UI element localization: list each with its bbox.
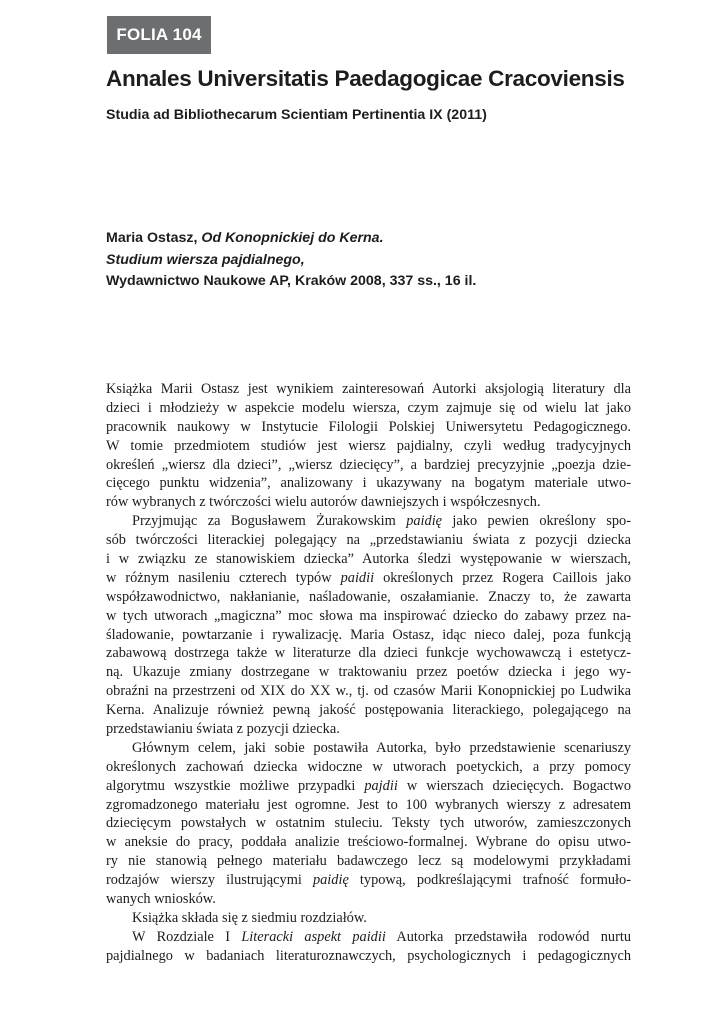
body-text-line: [106, 399, 631, 418]
text-run: cięcego punktu widzenia”, analizowany i ukazywany na bogatym materiale utwo-: [106, 475, 631, 492]
text-run: Kerna. Analizuje również pewną jakość postępowania literackiego, polegającego na: [106, 702, 631, 719]
text-run: Głównym celem, jaki sobie postawiła Autorka, było przedstawienie scenariuszy: [132, 739, 631, 756]
text-run: W Rozdziale I: [132, 928, 242, 945]
body-text-line: [106, 758, 631, 777]
body-text-line: [106, 531, 631, 550]
text-run: śladowanie, powtarzanie i rywalizację. Maria Ostasz, idąc nieco dalej, poza funkcją: [106, 626, 631, 643]
italic-term: Literacki aspekt paidii: [241, 928, 386, 945]
text-run: jako pewien określony spo-: [442, 513, 631, 530]
journal-title: Annales Universitatis Paedagogicae Cracoviensis: [106, 66, 625, 91]
body-text-line: [106, 833, 631, 852]
text-run: pracownik naukowy w Instytucie Filologii Polskiej Uniwersytetu Pedagogicznego.: [106, 418, 631, 435]
review-publication: Wydawnictwo Naukowe AP, Kraków 2008, 337 ss., 16 il.: [106, 273, 477, 289]
body-text-line: [106, 739, 631, 758]
body-text-line: [106, 626, 631, 645]
body-text-line: [106, 814, 631, 833]
text-run: współzawodnictwo, nakłanianie, naśladowanie, oszałamianie. Znaczy to, że zawarta: [106, 588, 631, 605]
body-text-line: [106, 701, 631, 720]
journal-subtitle: Studia ad Bibliothecarum Scientiam Pertinentia IX (2011): [106, 107, 487, 123]
text-run: ry nie stanowią pełnego materiału badawczego lecz są modelowymi przykładami: [106, 853, 631, 870]
body-text-line: [106, 852, 631, 871]
body-text-line: [106, 588, 631, 607]
body-text-line: [106, 928, 631, 947]
text-run: pajdialnego w badaniach literaturoznawczych, psychologicznych i pedagogicznych: [106, 947, 631, 964]
text-run: przedstawianiu świata z pozycji dziecka.: [106, 721, 340, 738]
text-run: typową, podkreślającymi trafność formuło-: [348, 872, 631, 889]
italic-term: paidii: [340, 569, 375, 586]
review-header-line-1: [106, 228, 476, 250]
body-text-line: [106, 380, 631, 399]
body-text-line: [106, 456, 631, 475]
review-title-part2: Studium wiersza pajdialnego,: [106, 251, 305, 268]
italic-term: pajdii: [364, 777, 398, 794]
text-run: w tych utworach „magiczna” moc słowa ma inspirować dziecko do zabawy przez na-: [106, 607, 631, 624]
text-run: określonych przez Rogera Caillois jako: [374, 569, 631, 586]
text-run: dziecięcym powstałych w ostatnim stuleciu. Teksty tych utworów, zamieszczonych: [106, 815, 631, 832]
text-run: określeń „wiersz dla dzieci”, „wiersz dziecięcy”, a bardziej precyzyjnie „poezja dzie-: [106, 456, 631, 473]
body-text-line: [106, 512, 631, 531]
body-text-line: [106, 418, 631, 437]
text-run: ną. Ukazuje zmiany dostrzegane w traktowaniu przez poetów dziecka i jego wy-: [106, 664, 631, 681]
text-run: Przyjmując za Bogusławem Żurakowskim: [132, 513, 407, 530]
body-text-line: [106, 777, 631, 796]
text-run: W tomie przedmiotem studiów jest wiersz pajdialny, czyli według tradycyjnych: [106, 437, 631, 454]
review-body-text: [106, 380, 631, 966]
body-text-line: [106, 890, 631, 909]
body-text-line: [106, 796, 631, 815]
text-run: wanych wniosków.: [106, 891, 216, 908]
body-text-line: [106, 437, 631, 456]
body-text-line: [106, 550, 631, 569]
text-run: zgromadzonego materiału jest ogromne. Jest to 100 wybranych wierszy z adresatem: [106, 796, 631, 813]
text-run: rodzajów wierszy ilustrującymi: [106, 872, 313, 889]
body-text-line: [106, 947, 631, 966]
text-run: rów wybranych z twórczości wielu autorów dawniejszych i współczesnych.: [106, 494, 541, 511]
body-text-line: [106, 474, 631, 493]
body-text-line: [106, 569, 631, 588]
body-text-line: [106, 720, 631, 739]
body-text-line: [106, 871, 631, 890]
text-run: i w związku ze stanowiskiem dziecka” Autorka śledzi występowanie w wierszach,: [106, 551, 631, 568]
italic-term: paidię: [406, 513, 443, 530]
body-text-line: [106, 682, 631, 701]
text-run: Autorka przedstawiła rodowód nurtu: [385, 928, 631, 945]
text-run: w różnym nasileniu czterech typów: [106, 569, 341, 586]
review-header: [106, 228, 476, 293]
body-text-line: [106, 607, 631, 626]
body-text-line: [106, 663, 631, 682]
text-run: obraźni na przestrzeni od XIX do XX w., tj. od czasów Marii Konopnickiej po Ludwika: [106, 683, 631, 700]
text-run: w aneksie do pracy, poddała analizie treściowo-formalnej. Wybrane do opisu utwo-: [106, 834, 631, 851]
body-text-line: [106, 909, 631, 928]
review-title-part1: Od Konopnickiej do Kerna.: [201, 230, 384, 246]
text-run: zabawową dostrzega także w literaturze dla dzieci funkcje wychowawczą i estetycz-: [106, 645, 631, 662]
text-run: algorytmu wszystkie możliwe przypadki: [106, 777, 365, 794]
text-run: sób twórczości literackiej polegający na „przedstawianiu świata z pozycji dziecka: [106, 532, 631, 549]
body-text-line: [106, 644, 631, 663]
text-run: Książka Marii Ostasz jest wynikiem zainteresowań Autorki aksjologią literatury dla: [106, 381, 631, 397]
folia-badge: FOLIA 104: [107, 16, 211, 54]
text-run: Książka składa się z siedmiu rozdziałów.: [132, 909, 367, 926]
body-text-line: [106, 493, 631, 512]
text-run: dzieci i młodzieży w aspekcie modelu wiersza, czym zajmuje się od wielu lat jako: [106, 399, 631, 416]
italic-term: paidię: [312, 872, 349, 889]
text-run: określonych zachowań dziecka widoczne w utworach poetyckich, a przy pomocy: [106, 758, 631, 775]
review-author: Maria Ostasz,: [106, 230, 202, 246]
text-run: w wierszach dziecięcych. Bogactwo: [397, 777, 631, 794]
